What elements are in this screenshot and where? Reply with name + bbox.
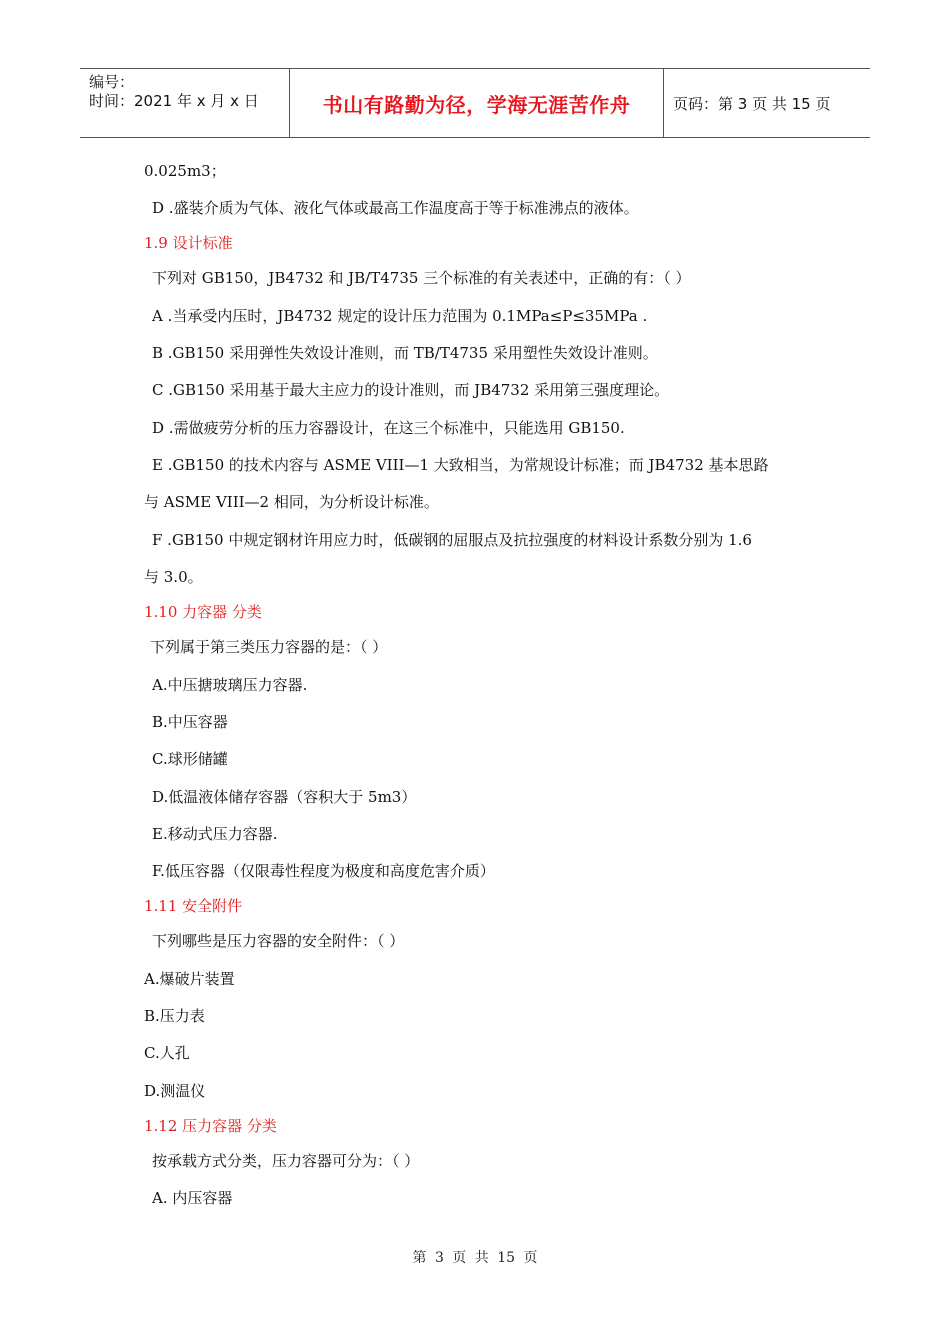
option-line: A .当承受内压时，JB4732 规定的设计压力范围为 0.1MPa≤P≤35MPa . [152, 307, 648, 325]
page-header [80, 68, 870, 138]
option-line: B.中压容器 [152, 713, 228, 731]
option-line: C.人孔 [144, 1044, 190, 1062]
option-line: A. 内压容器 [152, 1189, 233, 1207]
header-motto-cell [290, 69, 664, 137]
option-line: D .需做疲劳分析的压力容器设计，在这三个标准中，只能选用 GB150. [152, 419, 625, 437]
question-line: 下列对 GB150，JB4732 和 JB/T4735 三个标准的有关表述中，正确的有：（ ） [152, 269, 691, 287]
option-line: E .GB150 的技术内容与 ASME VIII—1 大致相当，为常规设计标准；而 JB4732 基本思路 [152, 456, 769, 474]
document-date: 时间：2021 年 x 月 x 日 [89, 92, 259, 110]
option-line: A.中压搪玻璃压力容器. [152, 676, 308, 694]
question-line: 下列哪些是压力容器的安全附件：（ ） [152, 932, 405, 950]
option-line: F .GB150 中规定钢材许用应力时，低碳钢的屈服点及抗拉强度的材料设计系数分别为 1.6 [152, 531, 752, 549]
option-line: B .GB150 采用弹性失效设计准则，而 TB/T4735 采用塑性失效设计准则。 [152, 344, 658, 362]
option-line: F.低压容器（仅限毒性程度为极度和高度危害介质） [152, 862, 495, 880]
option-line: E.移动式压力容器. [152, 825, 278, 843]
option-line-continued: 与 ASME VIII—2 相同，为分析设计标准。 [144, 493, 439, 511]
option-line: C .GB150 采用基于最大主应力的设计准则，而 JB4732 采用第三强度理论。 [152, 381, 670, 399]
option-line: B.压力表 [144, 1007, 205, 1025]
option-line: A.爆破片装置 [144, 970, 235, 988]
section-heading: 1.10 力容器 分类 [144, 603, 262, 621]
section-heading: 1.12 压力容器 分类 [144, 1117, 277, 1135]
option-line-continued: 与 3.0。 [144, 568, 203, 586]
question-line: 下列属于第三类压力容器的是：（ ） [150, 638, 388, 656]
text-line: D .盛装介质为气体、液化气体或最高工作温度高于等于标准沸点的液体。 [152, 199, 639, 217]
section-heading: 1.11 安全附件 [144, 897, 243, 915]
option-line: D.低温液体储存容器（容积大于 5m3） [152, 788, 417, 806]
document-number-label: 编号： [89, 73, 135, 91]
question-line: 按承载方式分类，压力容器可分为：（ ） [152, 1152, 420, 1170]
header-meta [80, 69, 290, 137]
option-line: C.球形储罐 [152, 750, 228, 768]
header-page-code: 页码：第 3 页 共 15 页 [673, 94, 831, 113]
option-line: D.测温仪 [144, 1082, 206, 1100]
section-heading: 1.9 设计标准 [144, 234, 233, 252]
text-line: 0.025m3； [144, 162, 226, 180]
header-motto: 书山有路勤为径，学海无涯苦作舟 [322, 92, 631, 117]
page-footer: 第 3 页 共 15 页 [412, 1250, 538, 1266]
